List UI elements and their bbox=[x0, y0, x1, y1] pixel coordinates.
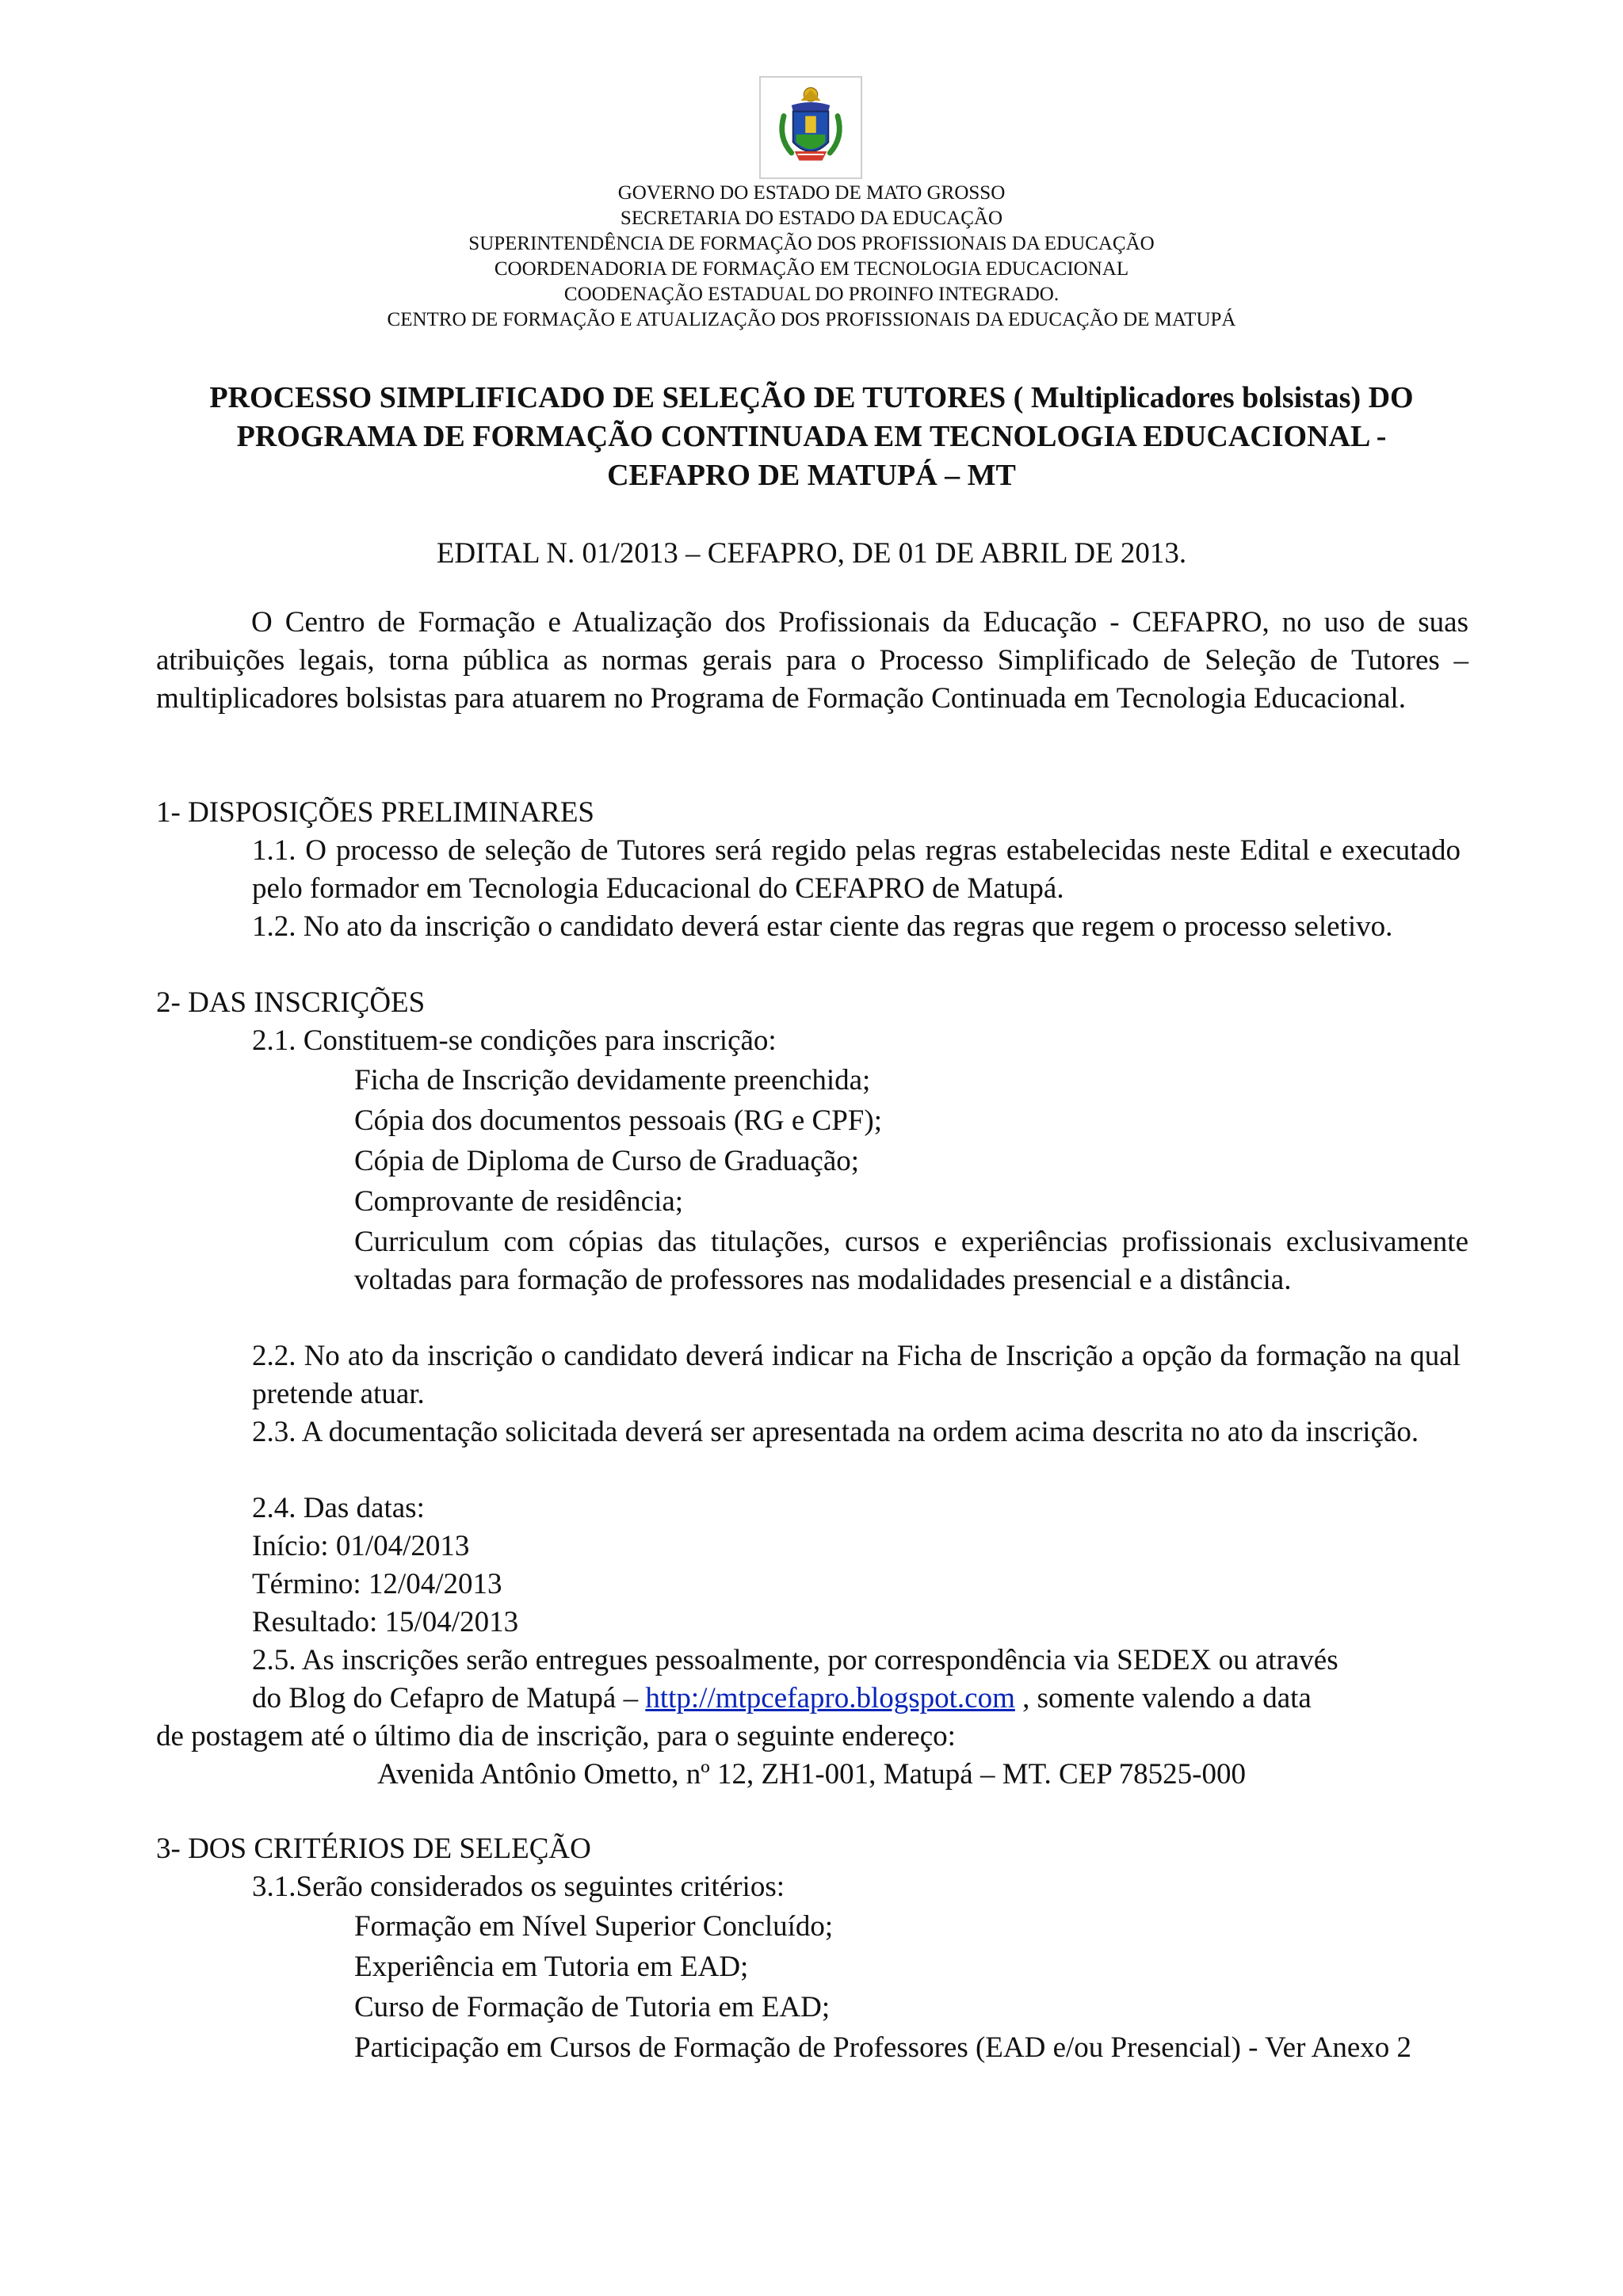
title-line-2: PROGRAMA DE FORMAÇÃO CONTINUADA EM TECNOLOGIA EDUCACIONAL - bbox=[236, 420, 1387, 453]
date-result: Resultado: 15/04/2013 bbox=[252, 1606, 519, 1638]
item-2-5-line-1: 2.5. As inscrições serão entregues pessoalmente, por correspondência via SEDEX ou através bbox=[252, 1644, 1338, 1676]
list-item: Comprovante de residência; bbox=[354, 1185, 684, 1218]
section-2-heading: 2- DAS INSCRIÇÕES bbox=[156, 986, 426, 1019]
blog-link[interactable]: http://mtpcefapro.blogspot.com bbox=[645, 1682, 1015, 1714]
document-title bbox=[119, 379, 1504, 495]
section-1-heading: 1- DISPOSIÇÕES PRELIMINARES bbox=[156, 796, 595, 829]
item-2-1: 2.1. Constituem-se condições para inscrição: bbox=[252, 1024, 777, 1057]
header-line-secretariat: SECRETARIA DO ESTADO DA EDUCAÇÃO bbox=[620, 208, 1003, 229]
state-coat-of-arms-image bbox=[759, 76, 862, 179]
list-item: Cópia de Diploma de Curso de Graduação; bbox=[354, 1145, 860, 1177]
item-1-2: 1.2. No ato da inscrição o candidato deverá estar ciente das regras que regem o processo seletivo. bbox=[252, 910, 1393, 943]
list-item: Cópia dos documentos pessoais (RG e CPF); bbox=[354, 1104, 882, 1137]
list-item: Curriculum com cópias das titulações, cursos e experiências profissionais exclusivamente voltadas para formação de professores nas modalidades presencial e a distância. bbox=[354, 1226, 1468, 1296]
item-2-5-text: do Blog do Cefapro de Matupá – bbox=[252, 1682, 646, 1714]
list-item: Curso de Formação de Tutoria em EAD; bbox=[354, 1991, 831, 2023]
date-start: Início: 01/04/2013 bbox=[252, 1530, 470, 1562]
intro-paragraph bbox=[156, 604, 1468, 718]
edital-number: EDITAL N. 01/2013 – CEFAPRO, DE 01 DE ABRIL DE 2013. bbox=[436, 537, 1187, 570]
item-2-5-text: , somente valendo a data bbox=[1014, 1682, 1312, 1714]
list-item: Experiência em Tutoria em EAD; bbox=[354, 1951, 749, 1983]
header-line-superintendence: SUPERINTENDÊNCIA DE FORMAÇÃO DOS PROFISSIONAIS DA EDUCAÇÃO bbox=[468, 233, 1155, 254]
item-2-5-line-3: de postagem até o último dia de inscrição, para o seguinte endereço: bbox=[156, 1720, 956, 1753]
item-3-1: 3.1.Serão considerados os seguintes critérios: bbox=[252, 1871, 785, 1903]
item-2-5-line-2 bbox=[252, 1680, 1461, 1718]
date-end: Término: 12/04/2013 bbox=[252, 1568, 502, 1600]
header-line-cefapro: CENTRO DE FORMAÇÃO E ATUALIZAÇÃO DOS PROFISSIONAIS DA EDUCAÇÃO DE MATUPÁ bbox=[387, 309, 1236, 330]
list-item: Formação em Nível Superior Concluído; bbox=[354, 1910, 834, 1943]
header-line-proinfo: COODENAÇÃO ESTADUAL DO PROINFO INTEGRADO. bbox=[563, 284, 1060, 305]
institution-header bbox=[0, 181, 1623, 333]
item-2-3: 2.3. A documentação solicitada deverá ser apresentada na ordem acima descrita no ato da inscrição. bbox=[252, 1416, 1419, 1448]
item-2-4: 2.4. Das datas: bbox=[252, 1492, 425, 1524]
header-line-government: GOVERNO DO ESTADO DE MATO GROSSO bbox=[617, 182, 1006, 204]
list-item: Participação em Cursos de Formação de Professores (EAD e/ou Presencial) - Ver Anexo 2 bbox=[354, 2031, 1412, 2064]
item-2-2: 2.2. No ato da inscrição o candidato deverá indicar na Ficha de Inscrição a opção da formação na qual pretende atuar. bbox=[252, 1340, 1461, 1410]
coat-of-arms-icon bbox=[761, 78, 861, 177]
item-1-1: 1.1. O processo de seleção de Tutores será regido pelas regras estabelecidas neste Edital e executado pelo formador em Tecnologia Educacional do CEFAPRO de Matupá. bbox=[252, 834, 1461, 905]
title-line-1: PROCESSO SIMPLIFICADO DE SELEÇÃO DE TUTORES ( Multiplicadores bolsistas) DO bbox=[209, 381, 1414, 414]
list-item: Ficha de Inscrição devidamente preenchida; bbox=[354, 1064, 871, 1097]
header-line-coordination: COORDENADORIA DE FORMAÇÃO EM TECNOLOGIA EDUCACIONAL bbox=[494, 258, 1129, 280]
title-line-3: CEFAPRO DE MATUPÁ – MT bbox=[607, 459, 1016, 492]
intro-text: O Centro de Formação e Atualização dos Profissionais da Educação - CEFAPRO, no uso de suas atribuições legais, torna pública as normas gerais para o Processo Simplificado de Seleção de Tutores – multiplicadores bolsistas para atuarem no Programa de Formação Continuada em Tecnologia Educacional. bbox=[156, 606, 1468, 715]
section-3-heading: 3- DOS CRITÉRIOS DE SELEÇÃO bbox=[156, 1833, 591, 1865]
mailing-address: Avenida Antônio Ometto, nº 12, ZH1-001, Matupá – MT. CEP 78525-000 bbox=[376, 1758, 1247, 1791]
